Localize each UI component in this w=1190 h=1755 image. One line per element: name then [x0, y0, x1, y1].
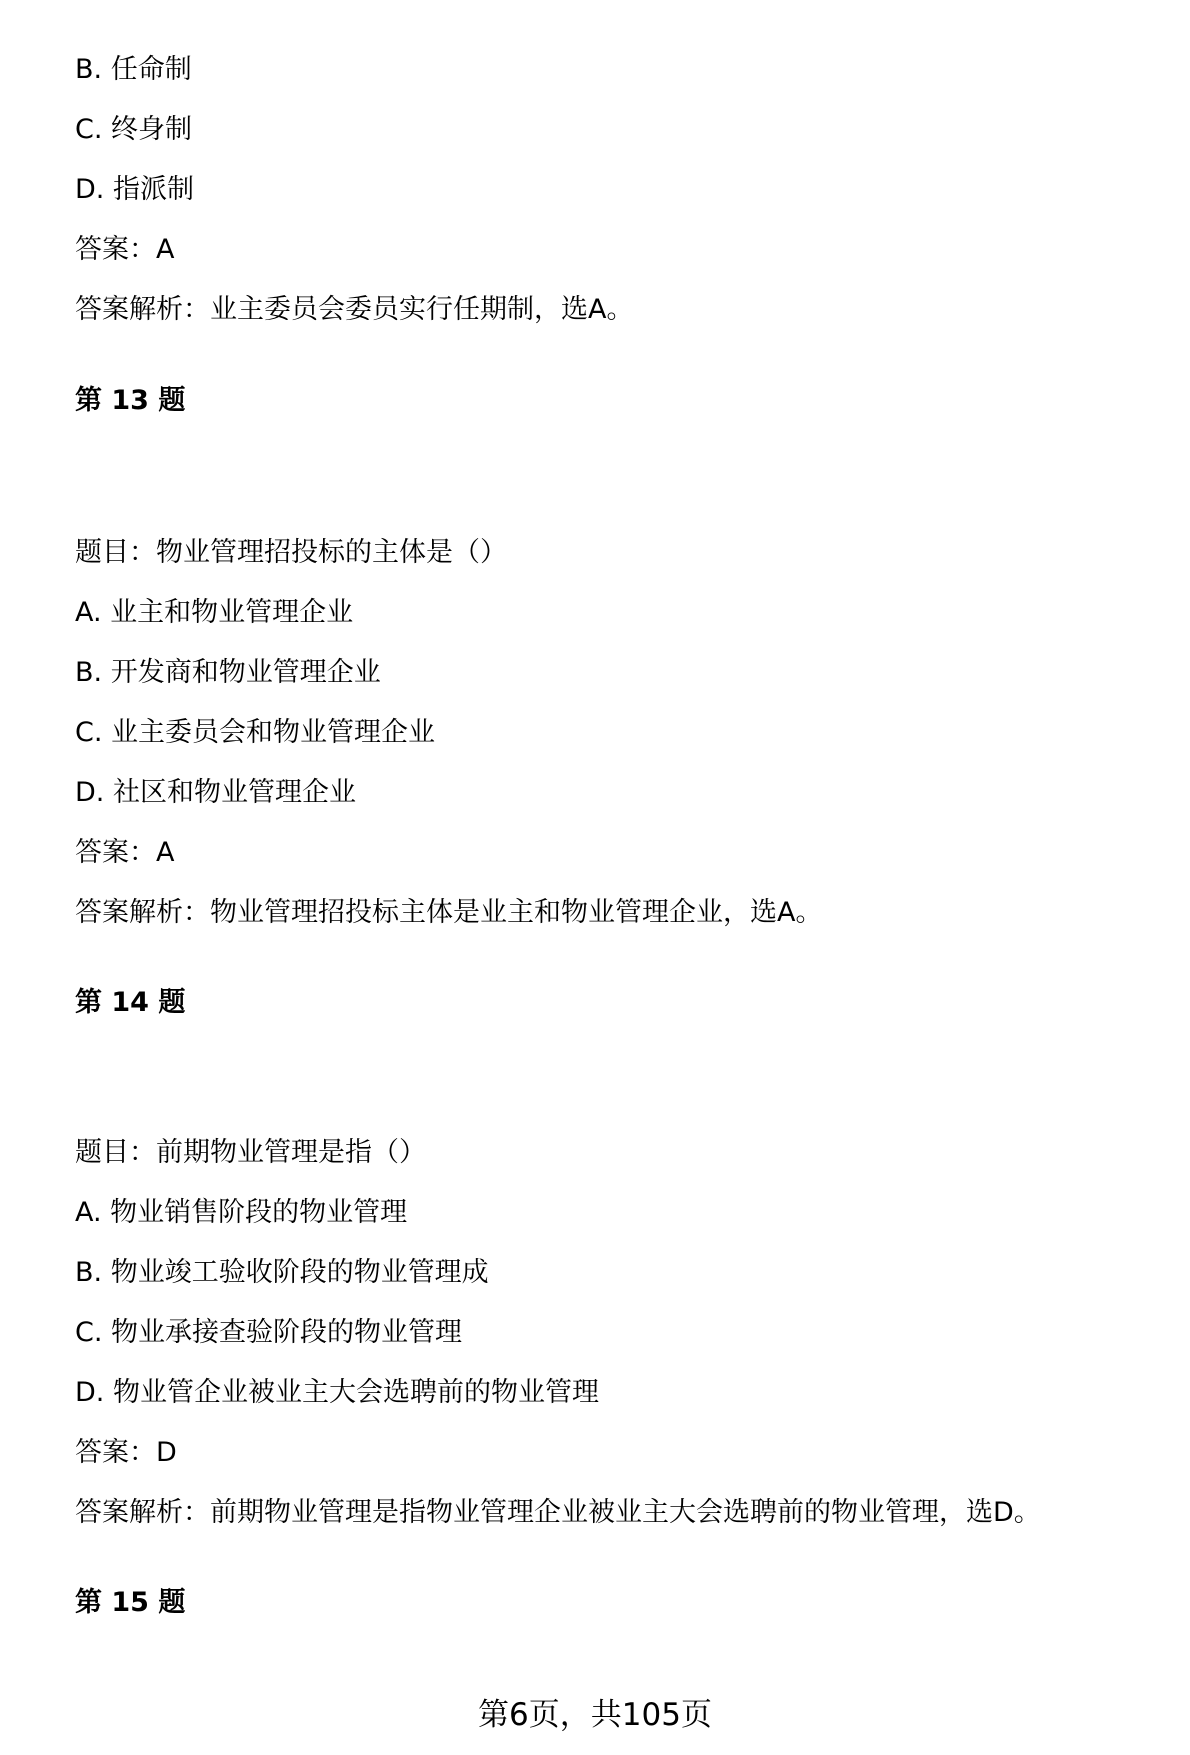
question-14-heading: 第 14 题 [75, 987, 186, 1018]
question-13-option-d: D. 社区和物业管理企业 [75, 777, 356, 808]
question-13-answer: 答案：A [75, 837, 175, 868]
page-number-footer: 第6页，共105页 [478, 1697, 712, 1733]
question-14-option-d: D. 物业管企业被业主大会选聘前的物业管理 [75, 1377, 599, 1408]
question-14-stem: 题目：前期物业管理是指（） [75, 1137, 426, 1168]
prev-option-c: C. 终身制 [75, 114, 193, 145]
question-14-option-c: C. 物业承接查验阶段的物业管理 [75, 1317, 463, 1348]
question-14-option-b: B. 物业竣工验收阶段的物业管理成 [75, 1257, 489, 1288]
question-13-heading: 第 13 题 [75, 385, 186, 416]
question-13-stem: 题目：物业管理招投标的主体是（） [75, 537, 507, 568]
question-13-option-c: C. 业主委员会和物业管理企业 [75, 717, 436, 748]
question-13-option-b: B. 开发商和物业管理企业 [75, 657, 381, 688]
prev-answer: 答案：A [75, 234, 175, 265]
prev-option-d: D. 指派制 [75, 174, 194, 205]
prev-explanation: 答案解析：业主委员会委员实行任期制，选A。 [75, 294, 634, 325]
question-15-heading: 第 15 题 [75, 1587, 186, 1618]
question-14-option-a: A. 物业销售阶段的物业管理 [75, 1197, 408, 1228]
question-13-explanation: 答案解析：物业管理招投标主体是业主和物业管理企业，选A。 [75, 897, 823, 928]
question-13-option-a: A. 业主和物业管理企业 [75, 597, 354, 628]
question-14-explanation: 答案解析：前期物业管理是指物业管理企业被业主大会选聘前的物业管理，选D。 [75, 1497, 1041, 1528]
prev-option-b: B. 任命制 [75, 54, 192, 85]
question-14-answer: 答案：D [75, 1437, 177, 1468]
